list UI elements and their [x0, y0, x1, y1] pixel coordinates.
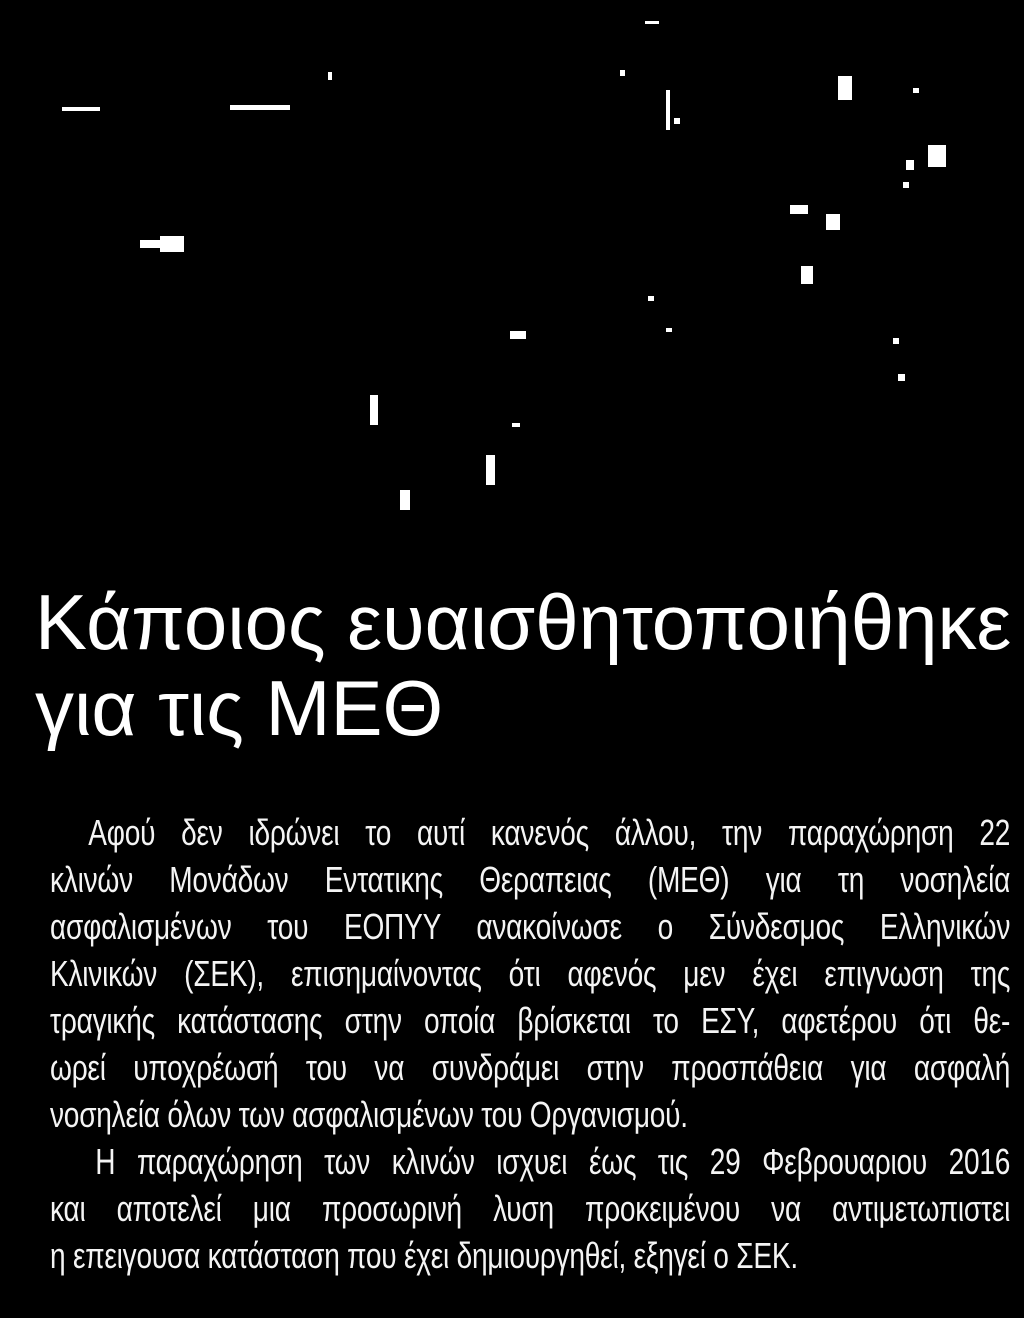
- scan-speck: [893, 338, 899, 344]
- scan-speck: [230, 105, 290, 110]
- scan-speck: [928, 145, 946, 167]
- scan-speck: [648, 296, 654, 301]
- scan-speck: [512, 423, 520, 427]
- scan-speck: [645, 21, 659, 24]
- scan-speck: [674, 118, 680, 124]
- headline: [35, 579, 1011, 751]
- scan-speck: [801, 266, 813, 284]
- article-line: ασφαλισμένων του ΕΟΠΥΥ ανακοίνωσε ο Σύνδεσμος Ελληνικών: [50, 906, 1011, 947]
- scan-speck: [486, 455, 495, 485]
- scan-speck: [328, 72, 332, 80]
- scan-speck: [62, 107, 100, 111]
- scan-speck: [140, 240, 162, 248]
- scan-speck: [903, 182, 909, 188]
- scan-speck: [913, 88, 919, 93]
- scan-speck: [898, 374, 905, 381]
- scan-speck: [510, 331, 526, 339]
- scan-speck: [826, 214, 840, 230]
- article-line: Η παραχώρηση των κλινών ισχυει έως τις 29 Φεβρουαριου 2016: [95, 1141, 1011, 1182]
- scan-noise: [0, 0, 1024, 560]
- headline-line-2: για τις ΜΕΘ: [35, 664, 444, 752]
- article-line: Αφού δεν ιδρώνει το αυτί κανενός άλλου, την παραχώρηση 22: [88, 812, 1011, 853]
- article-line: τραγικής κατάστασης στην οποία βρίσκεται το ΕΣΥ, αφετέρου ότι θε-: [50, 1000, 1011, 1041]
- article-line: ωρεί υποχρέωσή του να συνδράμει στην προσπάθεια για ασφαλή: [50, 1047, 1011, 1088]
- article-line: και αποτελεί μια προσωρινή λυση προκειμένου να αντιμετωπιστει: [50, 1188, 1011, 1229]
- paragraph-2: [50, 1138, 1010, 1279]
- paragraph-1: [50, 809, 1010, 1138]
- scan-speck: [666, 328, 672, 332]
- scan-speck: [620, 70, 625, 76]
- article-line: κλινών Μονάδων Εντατικης Θεραπειας (ΜΕΘ) για τη νοσηλεία: [50, 859, 1011, 900]
- scan-speck: [906, 160, 914, 170]
- article-line: η επειγουσα κατάσταση που έχει δημιουργηθεί, εξηγεί ο ΣΕΚ.: [50, 1235, 798, 1276]
- scan-speck: [838, 76, 852, 100]
- article-line: νοσηλεία όλων των ασφαλισμένων του Οργανισμού.: [50, 1094, 688, 1135]
- article-body: [50, 809, 1010, 1279]
- scan-speck: [370, 395, 378, 425]
- scan-speck: [790, 205, 808, 214]
- article-line: Κλινικών (ΣΕΚ), επισημαίνοντας ότι αφενός μεν έχει επιγνωση της: [50, 953, 1011, 994]
- scan-speck: [666, 90, 670, 130]
- scan-speck: [160, 236, 184, 252]
- headline-line-1: Κάποιος ευαισθητοποιήθηκε: [35, 578, 1012, 666]
- scan-speck: [400, 490, 410, 510]
